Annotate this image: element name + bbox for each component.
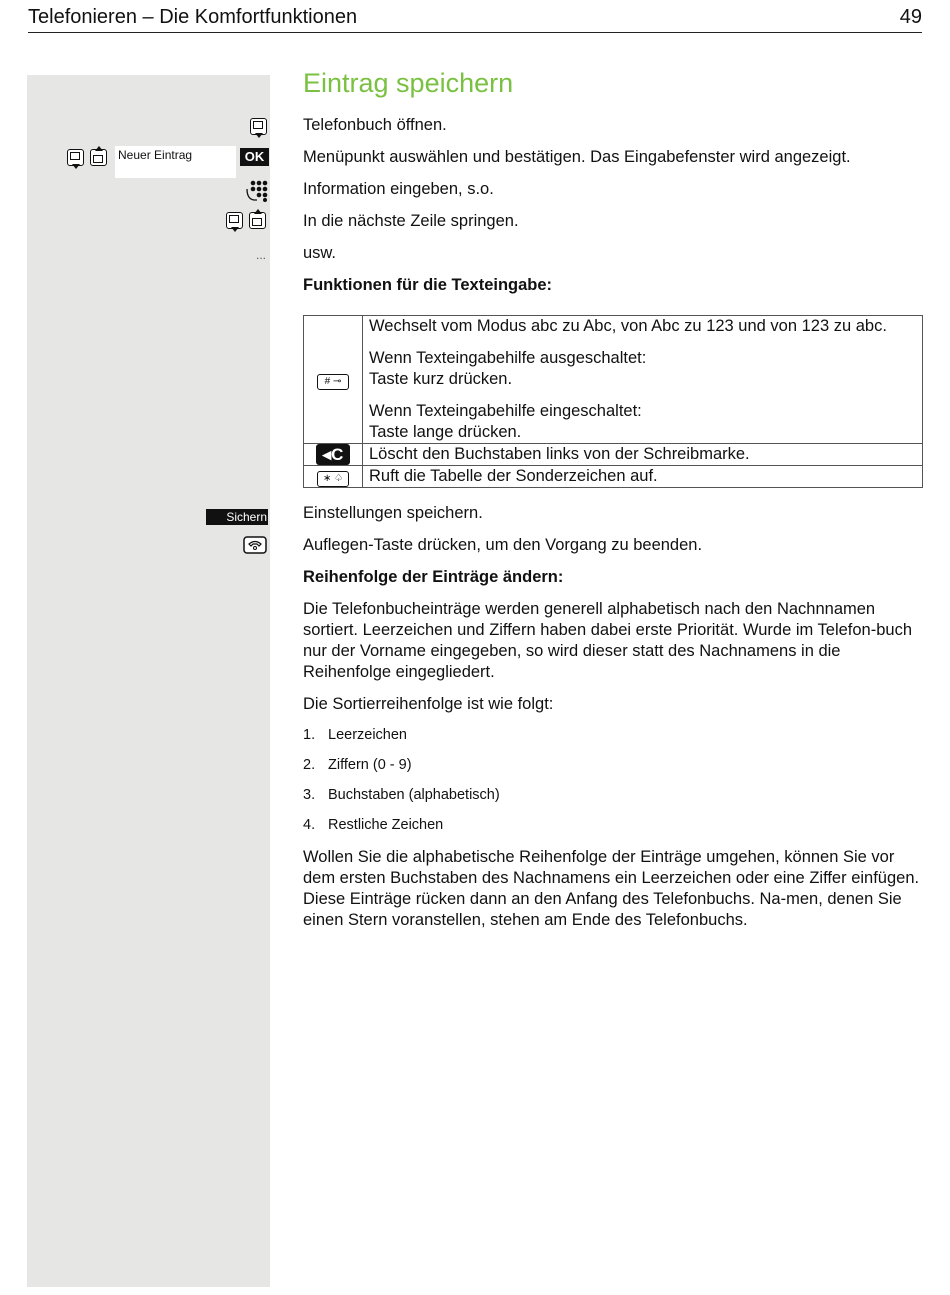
order-paragraph: Die Telefonbucheinträge werden generell alphabetisch nach den Nachnnamen sortiert. Leerzeichen und Ziffern haben dabei erste Priorität. Wurde im Telefon-buch nur der Vorname eingegeben, so wird dieser statt des Nachnamens in die Reihenfolge eingegliedert. — [303, 600, 913, 681]
ok-softkey: OK — [240, 148, 269, 166]
keypad-icon — [244, 180, 268, 202]
list-number: 1. — [303, 727, 316, 743]
list-item — [303, 727, 407, 743]
list-text: Leerzeichen — [328, 727, 407, 743]
list-text: Restliche Zeichen — [328, 817, 444, 833]
description-line: Taste lange drücken. — [369, 423, 522, 441]
order-intro: Die Sortierreihenfolge ist wie folgt: — [303, 695, 554, 713]
key-cell — [304, 466, 363, 488]
header-rule — [28, 32, 922, 33]
hash-key-icon: # ⊸ — [317, 374, 349, 390]
description-cell — [363, 316, 923, 444]
step-text: Einstellungen speichern. — [303, 504, 483, 522]
list-number: 3. — [303, 787, 316, 803]
navigation-key-down-icon — [226, 212, 243, 229]
star-key-icon: ∗ ♤ — [317, 471, 349, 487]
functions-heading: Funktionen für die Texteingabe: — [303, 276, 553, 294]
list-text: Ziffern (0 - 9) — [328, 757, 412, 773]
step-text: In die nächste Zeile springen. — [303, 212, 519, 230]
list-number: 2. — [303, 757, 316, 773]
list-number: 4. — [303, 817, 316, 833]
running-header-title: Telefonieren – Die Komfortfunktionen — [28, 6, 358, 28]
end-call-key-icon — [243, 536, 267, 554]
text-input-functions-table — [303, 315, 923, 488]
order-paragraph: Wollen Sie die alphabetische Reihenfolge der Einträge umgehen, können Sie vor dem ersten Buchstaben des Nachnamens ein Leerzeichen oder eine Ziffer einfügen. Diese Einträge rücken dann an den Anfang des Telefonbuchs. Na-men, denen Sie einen Stern voranstellen, stehen am Ende des Telefonbuchs. — [303, 848, 920, 929]
description-line: Wechselt vom Modus abc zu Abc, von Abc zu 123 und von 123 zu abc. — [369, 317, 887, 335]
order-heading: Reihenfolge der Einträge ändern: — [303, 568, 564, 586]
step-text: Information eingeben, s.o. — [303, 180, 494, 198]
section-title: Eintrag speichern — [303, 68, 514, 98]
list-item — [303, 757, 412, 773]
list-item — [303, 817, 443, 833]
ellipsis-marker: ... — [256, 248, 267, 262]
description-cell: Löscht den Buchstaben links von der Schreibmarke. — [363, 444, 923, 466]
step-text: usw. — [303, 244, 337, 262]
step-text: Telefonbuch öffnen. — [303, 116, 447, 134]
save-softkey: Sichern — [206, 509, 268, 525]
description-cell: Ruft die Tabelle der Sonderzeichen auf. — [363, 466, 923, 488]
table-row — [304, 316, 923, 444]
key-cell — [304, 316, 363, 444]
instruction-sidebar — [27, 75, 270, 1287]
table-row — [304, 444, 923, 466]
step-text: Auflegen-Taste drücken, um den Vorgang zu beenden. — [303, 536, 703, 554]
page-number: 49 — [899, 6, 922, 28]
navigation-key-up-icon — [90, 149, 107, 166]
key-cell — [304, 444, 363, 466]
display-menu-entry — [115, 146, 236, 178]
table-row — [304, 466, 923, 488]
display-menu-entry-label: Neuer Eintrag — [118, 148, 193, 162]
description-line: Taste kurz drücken. — [369, 370, 513, 388]
navigation-key-up-icon — [249, 212, 266, 229]
step-text: Menüpunkt auswählen und bestätigen. Das Eingabefenster wird angezeigt. — [303, 148, 851, 166]
list-text: Buchstaben (alphabetisch) — [328, 787, 500, 803]
clear-key-icon: ◂C — [316, 444, 350, 465]
navigation-key-down-icon — [250, 118, 267, 135]
list-item — [303, 787, 500, 803]
navigation-key-down-icon — [67, 149, 84, 166]
description-line: Wenn Texteingabehilfe ausgeschaltet: — [369, 349, 647, 367]
description-line: Wenn Texteingabehilfe eingeschaltet: — [369, 402, 642, 420]
